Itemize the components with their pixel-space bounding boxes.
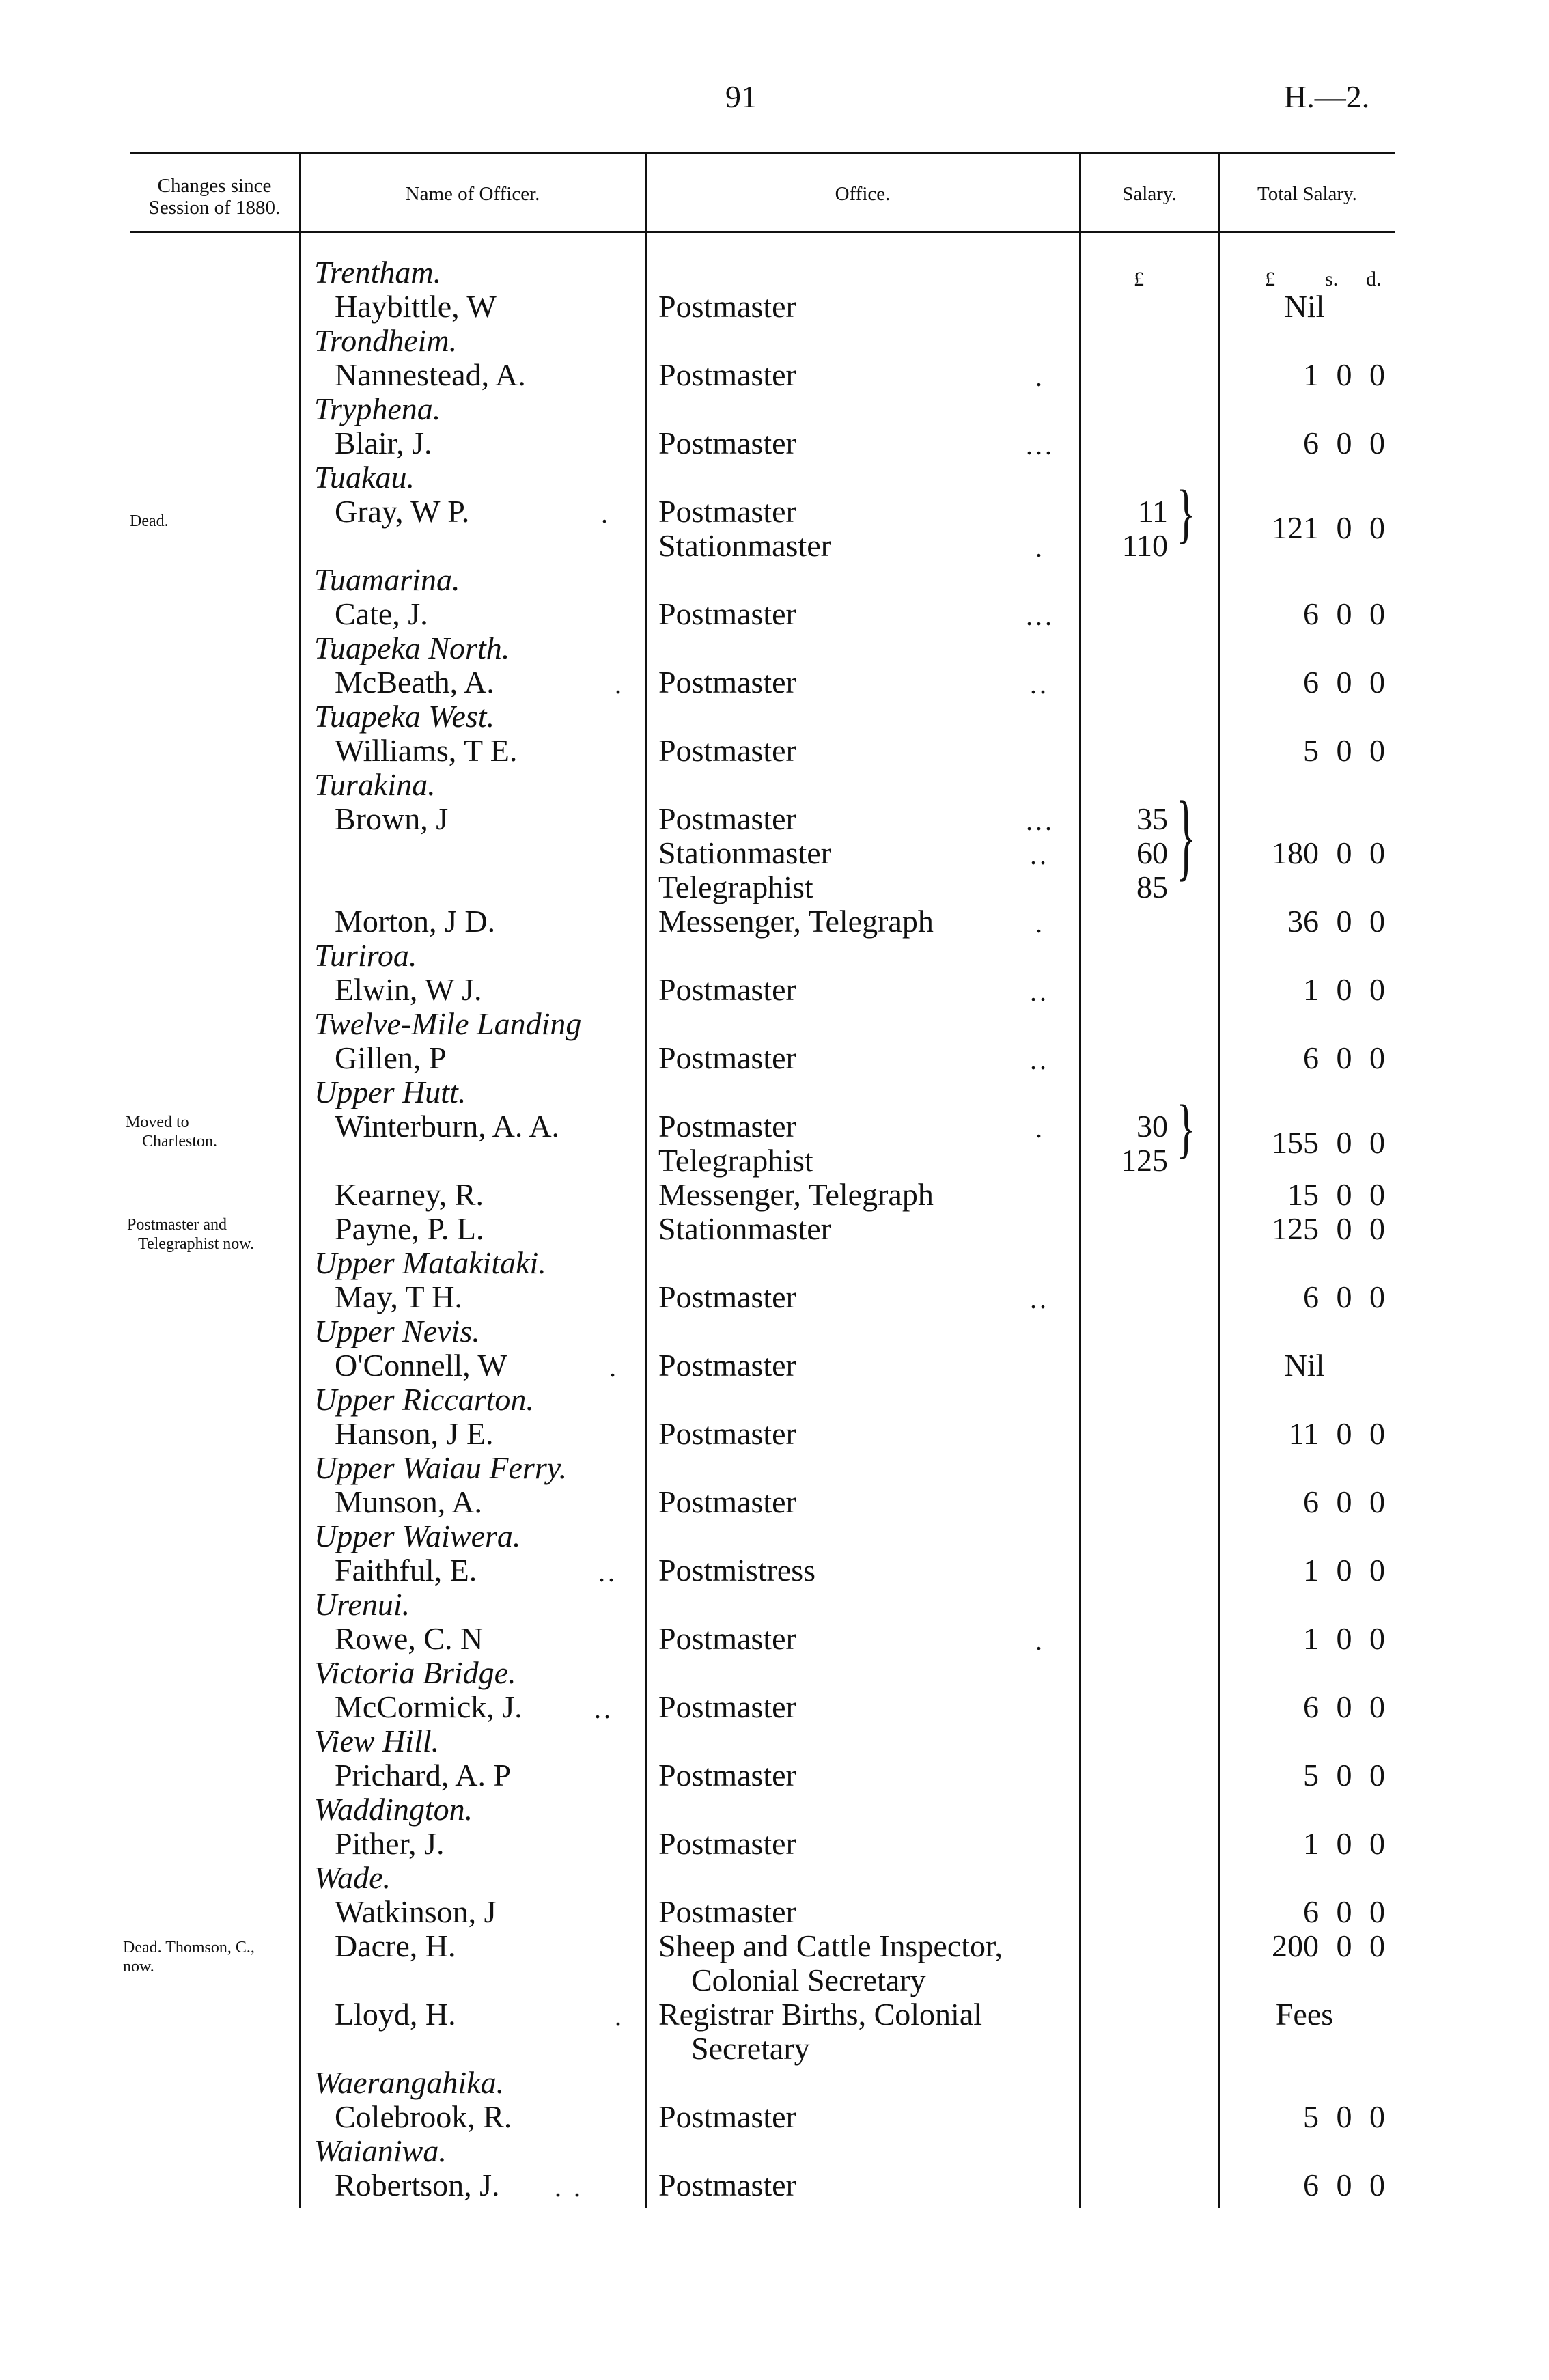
officer-name: Cate, J. [335, 596, 428, 631]
officer-name: Gillen, P [335, 1040, 447, 1075]
place-name: Tryphena. [314, 391, 441, 426]
change-note: now. [123, 1958, 154, 1976]
header-name-of-officer: Name of Officer. [405, 183, 540, 205]
place-name: Twelve-Mile Landing [314, 1006, 582, 1041]
change-note: Dead. [130, 512, 169, 530]
leader-dots: .. [1030, 840, 1049, 870]
office-title: Postmaster [658, 1040, 796, 1075]
office-title: Stationmaster [658, 1211, 831, 1246]
salary-value: 110 [1121, 528, 1168, 563]
office-title: Postmaster [658, 1348, 796, 1383]
leader-dot: . [1035, 908, 1045, 939]
total-salary: Nil [1284, 289, 1325, 324]
office-title-continued: Secretary [691, 2031, 810, 2066]
place-name: Tuakau. [314, 460, 415, 495]
officer-name: Morton, J D. [335, 904, 496, 939]
total-salary: Fees [1275, 1997, 1334, 2032]
officer-name: Dacre, H. [335, 1928, 456, 1963]
leader-dot: . [1035, 1113, 1045, 1144]
total-salary: 1 0 0 [1303, 1553, 1385, 1588]
place-name: Upper Waiau Ferry. [314, 1450, 568, 1485]
office-title: Postmaster [658, 733, 796, 768]
leader-dot: . [615, 669, 624, 700]
total-salary: 6 0 0 [1303, 2168, 1385, 2202]
salary-value: 35 [1136, 801, 1168, 836]
brace-icon: } [1176, 477, 1196, 550]
total-salary: 36 0 0 [1287, 904, 1385, 939]
column-divider-changes [299, 153, 301, 2208]
total-salary: 200 0 0 [1272, 1928, 1385, 1963]
leader-dot: . [1035, 532, 1045, 563]
office-title-continued: Colonial Secretary [691, 1963, 926, 1997]
officer-name: McCormick, J. [335, 1689, 522, 1724]
leader-dots: ... [1026, 600, 1055, 631]
office-title: Registrar Births, Colonial [658, 1997, 983, 2032]
total-salary: 1 0 0 [1303, 972, 1385, 1007]
officer-name: McBeath, A. [335, 665, 494, 700]
office-title: Postmaster [658, 1416, 796, 1451]
leader-dots: .. [1030, 1044, 1049, 1075]
officer-name: May, T H. [335, 1279, 462, 1314]
total-salary: 6 0 0 [1303, 1040, 1385, 1075]
total-salary: 5 0 0 [1303, 2099, 1385, 2134]
officer-name: Hanson, J E. [335, 1416, 494, 1451]
officer-name: Watkinson, J [335, 1894, 497, 1929]
total-salary: 5 0 0 [1303, 733, 1385, 768]
officer-name: Munson, A. [335, 1484, 482, 1519]
change-note: Postmaster and [127, 1216, 227, 1234]
officer-name: Payne, P. L. [335, 1211, 484, 1246]
leader-dots: .. [594, 1693, 613, 1724]
place-name: Waddington. [314, 1792, 473, 1827]
salary-value: 11 [1137, 494, 1168, 529]
office-title: Postmaster [658, 1826, 796, 1861]
total-salary: 6 0 0 [1303, 596, 1385, 631]
office-title: Postmaster [658, 1758, 796, 1793]
column-divider-office [1079, 153, 1081, 2208]
officer-name: Brown, J [335, 801, 449, 836]
place-name: Turakina. [314, 767, 436, 802]
change-note: Dead. Thomson, C., [123, 1939, 255, 1956]
office-title: Postmistress [658, 1553, 816, 1588]
place-name: Turiroa. [314, 938, 417, 973]
header-salary: Salary. [1122, 183, 1177, 205]
change-note: Charleston. [142, 1133, 217, 1150]
change-note: Moved to [126, 1113, 189, 1131]
office-title: Postmaster [658, 801, 796, 836]
office-title: Postmaster [658, 494, 796, 529]
place-name: Wade. [314, 1860, 391, 1895]
leader-dot: . [609, 1352, 619, 1383]
change-note: Telegraphist now. [138, 1235, 255, 1253]
office-title: Sheep and Cattle Inspector, [658, 1928, 1003, 1963]
leader-dots: .. [1030, 1284, 1049, 1314]
page-reference: H.—2. [1284, 79, 1370, 114]
total-unit-pounds: £ [1265, 268, 1275, 290]
total-salary: 6 0 0 [1303, 1484, 1385, 1519]
office-title: Postmaster [658, 972, 796, 1007]
table-header-rule [130, 231, 1395, 233]
office-title: Postmaster [658, 2168, 796, 2202]
office-title: Postmaster [658, 1279, 796, 1314]
officer-name: Faithful, E. [335, 1553, 477, 1588]
salary-value: 60 [1136, 835, 1168, 870]
office-title: Postmaster [658, 1109, 796, 1144]
officer-name: Colebrook, R. [335, 2099, 512, 2134]
total-salary: 1 0 0 [1303, 357, 1385, 392]
office-title: Postmaster [658, 289, 796, 324]
place-name: Tuapeka West. [314, 699, 495, 734]
office-title: Postmaster [658, 1621, 796, 1656]
total-salary: 121 0 0 [1272, 510, 1385, 545]
officer-name: Prichard, A. P [335, 1758, 512, 1793]
officer-name: Blair, J. [335, 426, 432, 460]
total-salary: 1 0 0 [1303, 1621, 1385, 1656]
place-name: Upper Nevis. [314, 1314, 480, 1348]
place-name: Upper Waiwera. [314, 1519, 521, 1553]
officer-name: Nannestead, A. [335, 357, 526, 392]
header-changes: Changes since Session of 1880. [148, 175, 281, 219]
officer-name: Elwin, W J. [335, 972, 482, 1007]
office-title: Postmaster [658, 1894, 796, 1929]
page-number: 91 [725, 79, 757, 114]
place-name: Urenui. [314, 1587, 410, 1622]
total-salary: 6 0 0 [1303, 1894, 1385, 1929]
officer-name: Williams, T E. [335, 733, 518, 768]
leader-dot: . [615, 2001, 624, 2032]
place-name: Trentham. [314, 255, 442, 290]
leader-dots: . . [555, 2172, 583, 2202]
total-salary: 1 0 0 [1303, 1826, 1385, 1861]
officer-name: Lloyd, H. [335, 1997, 456, 2032]
office-title: Messenger, Telegraph [658, 904, 934, 939]
place-name: Tuapeka North. [314, 631, 510, 665]
office-title: Telegraphist [658, 1143, 813, 1178]
officer-name: Pither, J. [335, 1826, 445, 1861]
office-title: Postmaster [658, 357, 796, 392]
header-total-salary: Total Salary. [1257, 183, 1357, 205]
leader-dots: ... [1026, 430, 1055, 460]
total-salary: 6 0 0 [1303, 1279, 1385, 1314]
salary-value: 125 [1121, 1143, 1168, 1178]
leader-dots: .. [1030, 976, 1049, 1007]
total-unit-pence: d. [1366, 268, 1382, 290]
place-name: View Hill. [314, 1724, 440, 1758]
officer-name: O'Connell, W [335, 1348, 507, 1383]
office-title: Postmaster [658, 2099, 796, 2134]
brace-icon: } [1176, 1092, 1196, 1165]
officer-name: Kearney, R. [335, 1177, 484, 1212]
leader-dot: . [1035, 1625, 1045, 1656]
total-salary: 155 0 0 [1272, 1125, 1385, 1160]
total-unit-shillings: s. [1325, 268, 1339, 290]
total-salary: 125 0 0 [1272, 1211, 1385, 1246]
place-name: Trondheim. [314, 323, 458, 358]
office-title: Postmaster [658, 1689, 796, 1724]
office-title: Messenger, Telegraph [658, 1177, 934, 1212]
office-title: Telegraphist [658, 870, 813, 904]
salary-unit: £ [1134, 268, 1144, 290]
office-title: Postmaster [658, 426, 796, 460]
total-salary: 15 0 0 [1287, 1177, 1385, 1212]
officer-name: Haybittle, W [335, 289, 497, 324]
total-salary: 180 0 0 [1272, 835, 1385, 870]
leader-dots: ... [1026, 805, 1055, 836]
place-name: Tuamarina. [314, 562, 460, 597]
office-title: Stationmaster [658, 835, 831, 870]
total-salary: 6 0 0 [1303, 665, 1385, 700]
officer-name: Winterburn, A. A. [335, 1109, 560, 1144]
office-title: Postmaster [658, 1484, 796, 1519]
officer-name: Gray, W P. [335, 494, 470, 529]
column-divider-salary [1218, 153, 1220, 2208]
header-office: Office. [835, 183, 891, 205]
officer-name: Robertson, J. [335, 2168, 500, 2202]
place-name: Waerangahika. [314, 2065, 505, 2100]
office-title: Postmaster [658, 665, 796, 700]
place-name: Waianiwa. [314, 2133, 447, 2168]
place-name: Upper Riccarton. [314, 1382, 534, 1417]
total-salary: 11 0 0 [1288, 1416, 1385, 1451]
salary-value: 85 [1136, 870, 1168, 904]
total-salary: 5 0 0 [1303, 1758, 1385, 1793]
leader-dots: .. [1030, 669, 1049, 700]
leader-dot: . [601, 498, 611, 529]
place-name: Upper Hutt. [314, 1075, 466, 1109]
table-top-rule [130, 152, 1395, 154]
place-name: Victoria Bridge. [314, 1655, 516, 1690]
total-salary: 6 0 0 [1303, 1689, 1385, 1724]
leader-dot: . [1035, 361, 1045, 392]
leader-dots: .. [598, 1557, 617, 1588]
place-name: Upper Matakitaki. [314, 1245, 546, 1280]
office-title: Stationmaster [658, 528, 831, 563]
total-salary: Nil [1284, 1348, 1325, 1383]
brace-icon: } [1176, 781, 1196, 890]
salary-value: 30 [1136, 1109, 1168, 1144]
officer-name: Rowe, C. N [335, 1621, 484, 1656]
total-salary: 6 0 0 [1303, 426, 1385, 460]
office-title: Postmaster [658, 596, 796, 631]
column-divider-name [645, 153, 647, 2208]
